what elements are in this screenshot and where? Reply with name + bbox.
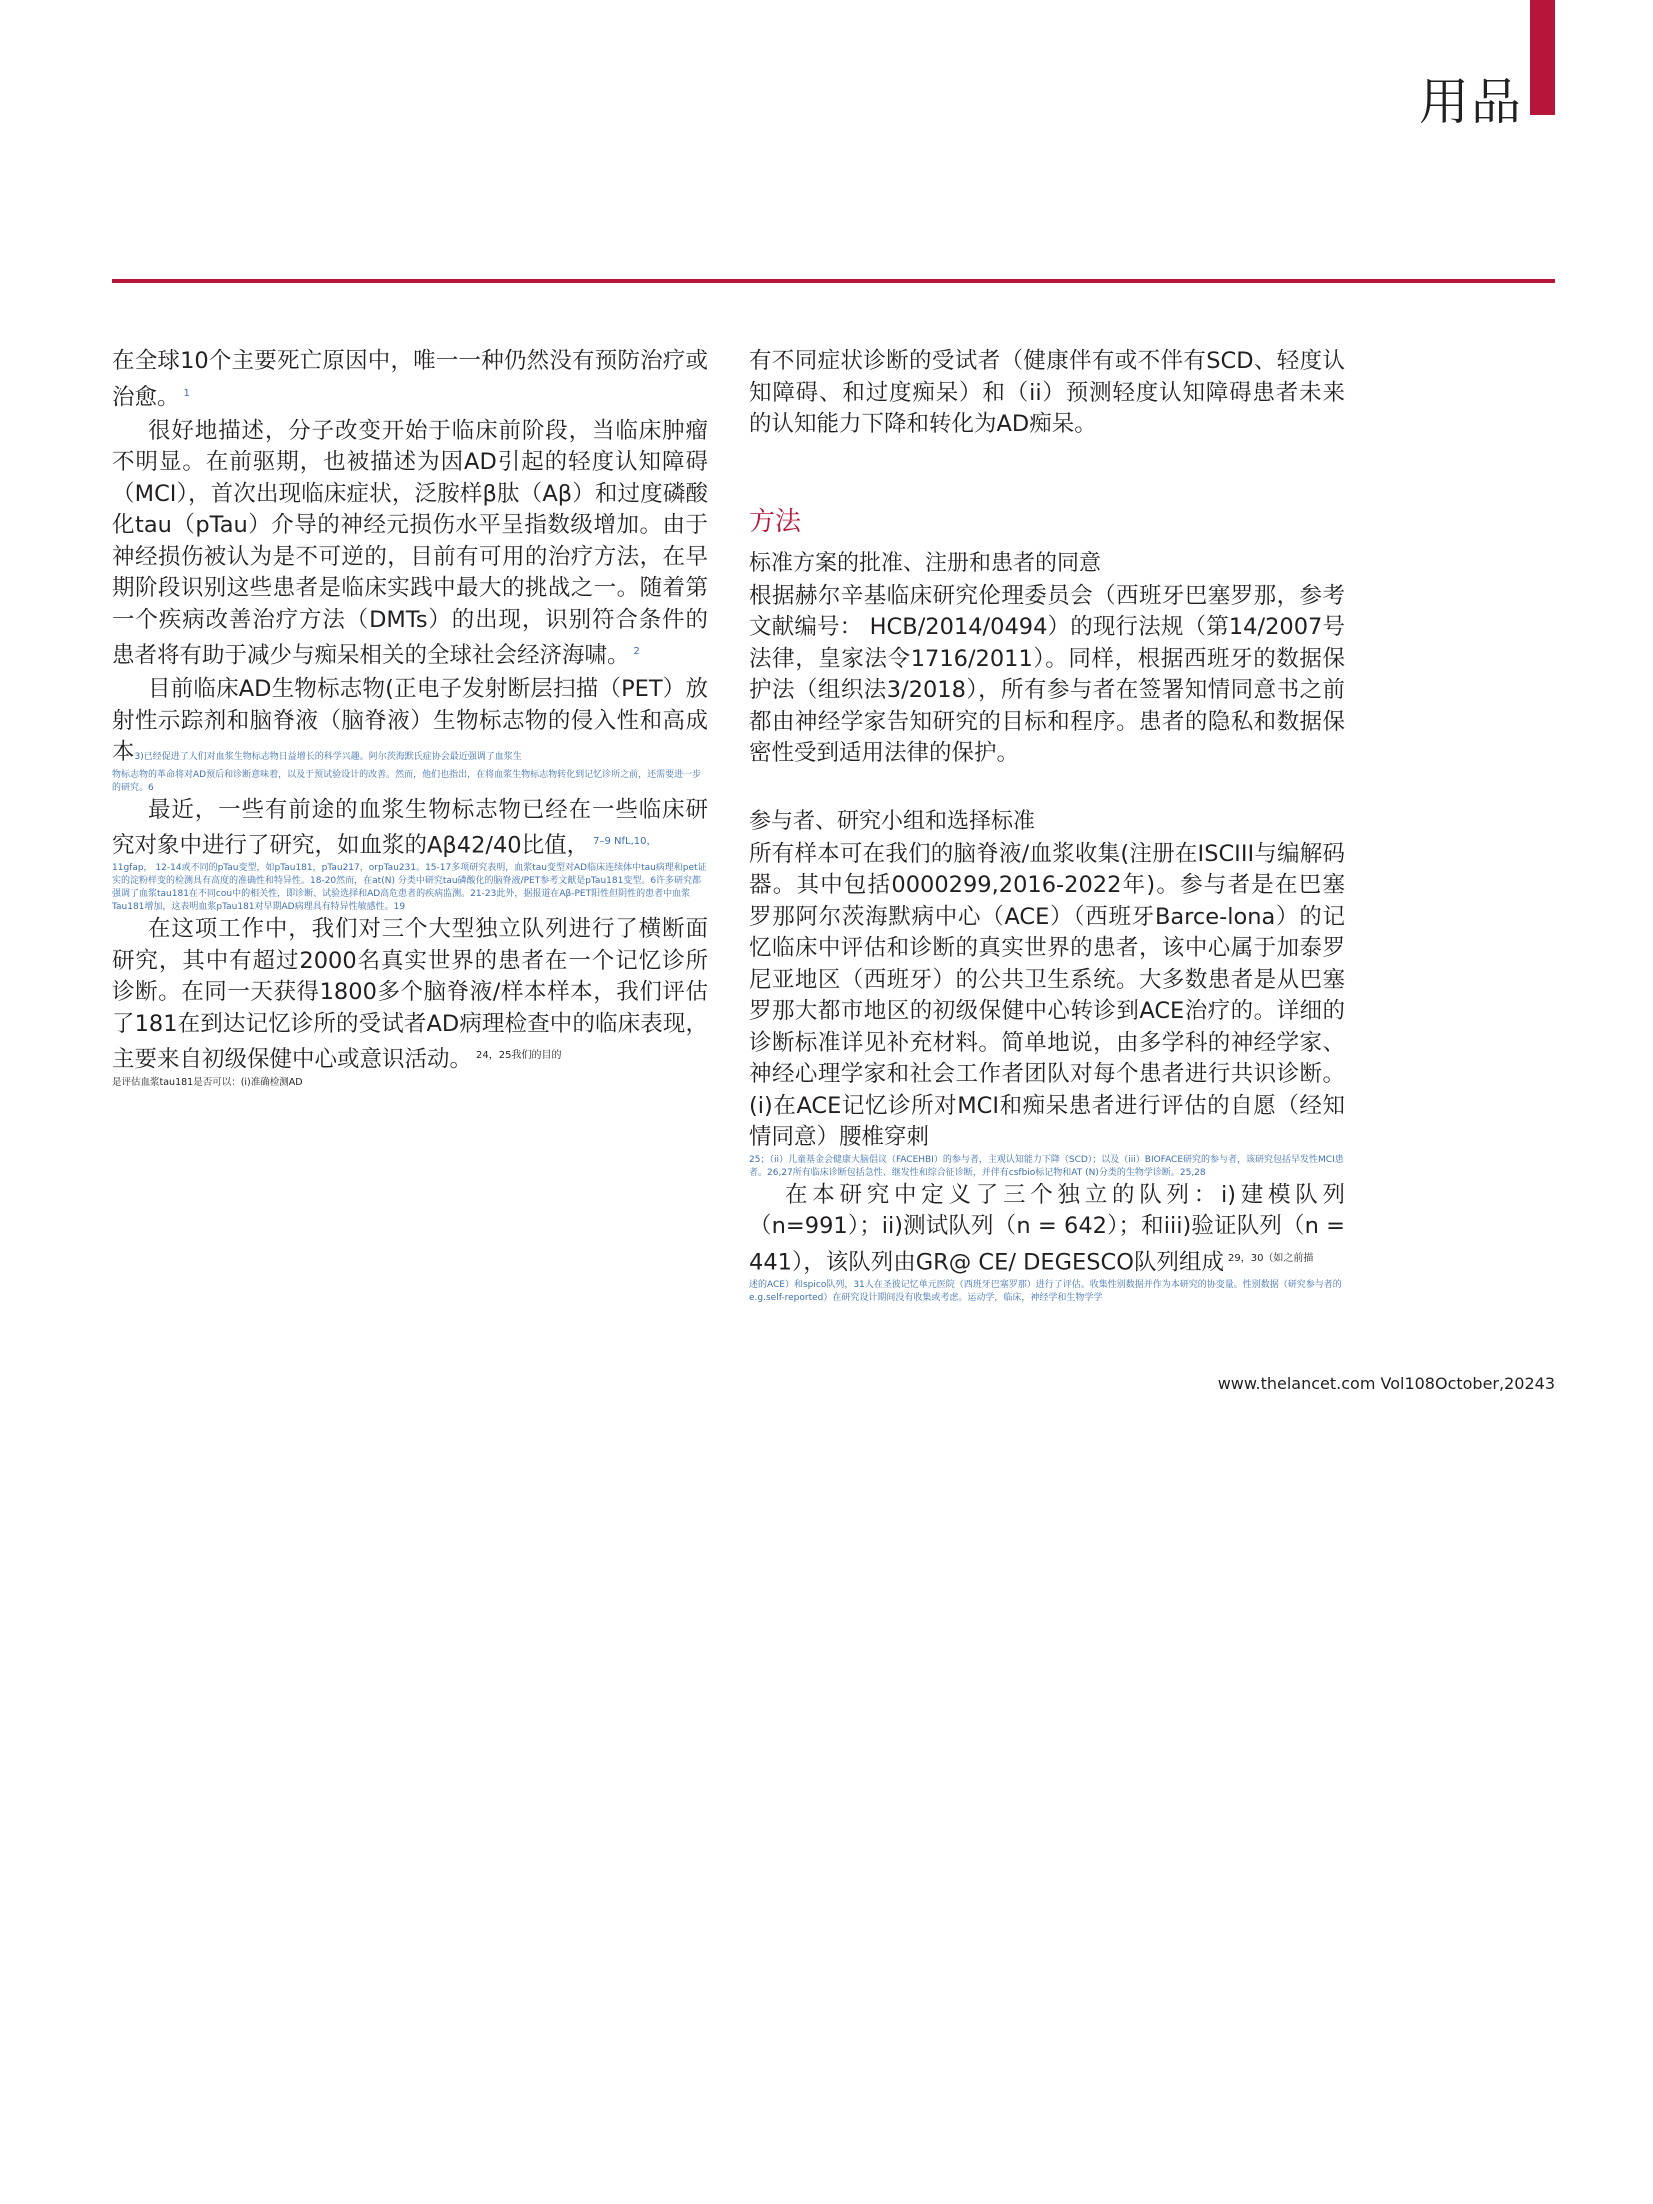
footer-journal-reference: www.thelancet.com Vol108October,20243 [1217, 1374, 1555, 1393]
citation: 2 [633, 646, 640, 657]
footnote-text: 是评估血浆tau181是否可以：(i)准确检测AD [112, 1077, 303, 1088]
paragraph: 所有样本可在我们的脑脊液/血浆收集(注册在ISCIII与编解码器。其中包括0000299,2016-2022年)。参与者是在巴塞罗那阿尔茨海默病中心（ACE）（西班牙Barce-lona）的记忆临床中评估和诊断的真实世界的患者，该中心属于加泰罗尼亚地区（西班牙）的公共卫生系统。大多数患者是从巴塞罗那大都市地区的初级保健中心转诊到ACE治疗的。详细的诊断标准详见补充材料。简单地说，由多学科的神经学家、神经心理学家和社会工作者团队对每个患者进行共识诊断。(i)在ACE记忆诊所对MCI和痴呆患者进行评估的自愿（经知情同意）腰椎穿刺 [749, 840, 1345, 1150]
paragraph: 在全球10个主要死亡原因中，唯一一种仍然没有预防治疗或治愈。 $^1$ [112, 348, 708, 410]
footnote-text: 11gfap， 12-14或不同的pTau变型，如pTau181，pTau217，orpTau231。15-17多项研究表明，血浆tau变型对AD临床连续体中tau病理和pet证实的淀粉样变的检测具有高度的准确性和特异性。18-20然而，在at(N) 分类中研究tau磷酸化的脑脊液/PET参考文献是pTau181变型。6许多研究都强调了血浆tau181在不同cou中的相关性，即诊断、试验选择和AD高危患者的疾病监测。21-23此外，据报道在Aβ-PET阳性但阴性的患者中血浆Tau181增加，这表明血浆pTau181对早期AD病理具有特异性敏感性。19 [112, 863, 707, 912]
citation: 1 [183, 387, 190, 399]
right-column [749, 346, 1345, 1305]
footnote-text: 述的ACE）和spico队列，31人在圣彼记忆单元医院（西班牙巴塞罗那）进行了评估。收集性别数据并作为本研究的协变量。性别数据（研究参与者的e.g.self-reported）在研究设计期间没有收集或考虑。运动学，临床，神经学和生物学学 [749, 1279, 1342, 1303]
citation: 7–9 NfL,10， [593, 836, 657, 847]
footnote-text: 物标志物的革命将对AD预后和诊断意味着，以及于预试验设计的改善。然而，他们也指出，在将血浆生物标志物转化到记忆诊所之前，还需要进一步的研究。6 [112, 769, 702, 793]
left-column [112, 346, 708, 1089]
paragraph: 很好地描述，分子改变开始于临床前阶段，当临床肿瘤不明显。在前驱期，也被描述为因AD引起的轻度认知障碍（MCI），首次出现临床症状，泛胺样β肽（Aβ）和过度磷酸化tau（pTau）介导的神经元损伤水平呈指数级增加。由于神经损伤被认为是不可逆的，目前有可用的治疗方法，在早期阶段识别这些患者是临床实践中最大的挑战之一。随着第一个疾病改善治疗方法（DMTs）的出现，识别符合条件的患者将有助于减少与痴呆相关的全球社会经济海啸。 $^2$ [112, 417, 708, 669]
subsection-heading: 参与者、研究小组和选择标准 [749, 808, 1036, 834]
citation: 24，25我们的目的 [476, 1050, 562, 1061]
paragraph: 最近，一些有前途的血浆生物标志物已经在一些临床研究对象中进行了研究，如血浆的Aβ42/40比值， $^{7-9 NfL,10,}$ [112, 796, 708, 859]
header-rule [112, 279, 1555, 283]
paragraph: 目前临床AD生物标志物(正电子发射断层扫描（PET）放射性示踪剂和脑脊液（脑脊液）生物标志物的侵入性和高成本3)已经促进了人们对血浆生物标志物日益增长的科学兴趣。阿尔茨海默氏症协会最近强调了血浆生 [112, 676, 708, 765]
subsection-heading: 标准方案的批准、注册和患者的同意 [749, 550, 1102, 576]
section-label: 用品 [1419, 73, 1523, 131]
citation: 29，30（如之前描 [1227, 1252, 1314, 1264]
footnote-inline: 3)已经促进了人们对血浆生物标志物日益增长的科学兴趣。阿尔茨海默氏症协会最近强调了血浆生 [134, 752, 522, 762]
paragraph: 根据赫尔辛基临床研究伦理委员会（西班牙巴塞罗那，参考文献编号： HCB/2014/0494）的现行法规（第14/2007号法律，皇家法令1716/2011）。同样，根据西班牙的数据保护法（组织法3/2018），所有参与者在签署知情同意书之前都由神经学家告知研究的目标和程序。患者的隐私和数据保密性受到适用法律的保护。 [749, 582, 1345, 766]
section-heading: 方法 [749, 506, 802, 537]
paragraph: 有不同症状诊断的受试者（健康伴有或不伴有SCD、轻度认知障碍、和过度痴呆）和（ii）预测轻度认知障碍患者未来的认知能力下降和转化为AD痴呆。 [749, 348, 1345, 437]
section-color-tab [1530, 0, 1555, 115]
paragraph: 在本研究中定义了三个独立的队列：i)建模队列（n=991）；ii)测试队列（n = 642）；和iii)验证队列（n = 441），该队列由GR@ CE/ DEGESCO队列组成 $^{29,30(如之前描}$ [749, 1181, 1345, 1275]
footnote-text: 25；（ii）儿童基金会健康大脑倡议（FACEHBI）的参与者，主观认知能力下降（SCD）；以及（iii）BIOFACE研究的参与者，该研究包括早发性MCI患者。26,27所有临床诊断包括急性、继发性和综合征诊断，并伴有csfbio标记物和AT (N)分类的生物学诊断。25,28 [749, 1154, 1344, 1178]
paragraph: 在这项工作中，我们对三个大型独立队列进行了横断面研究，其中有超过2000名真实世界的患者在一个记忆诊所诊断。在同一天获得1800多个脑脊液/样本样本，我们评估了181在到达记忆诊所的受试者AD病理检查中的临床表现，主要来自初级保健中心或意识活动。 $^{24,25我们的目的}$ [112, 916, 708, 1073]
